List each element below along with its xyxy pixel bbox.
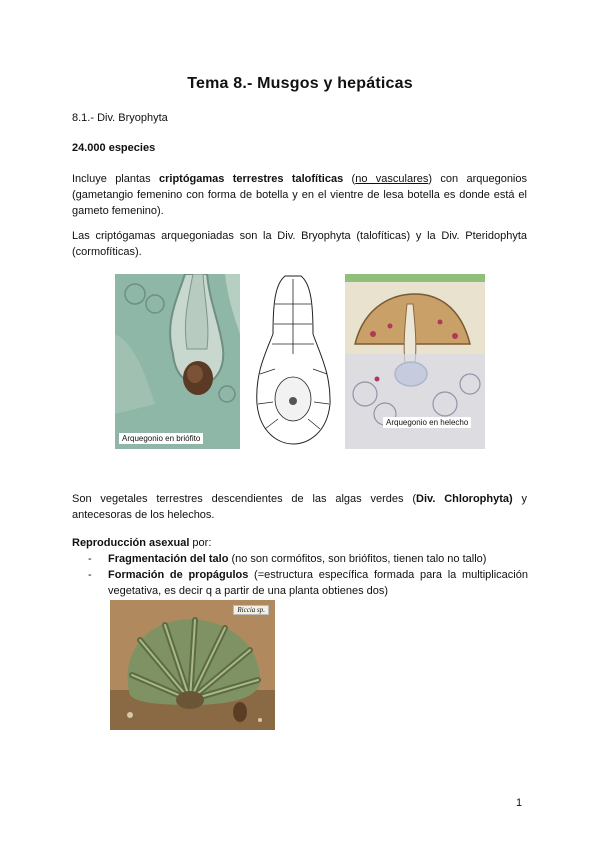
descendants-paragraph <box>72 491 527 523</box>
archegonium-figure <box>115 274 485 449</box>
photo-label: Riccia sp. <box>233 605 269 615</box>
list-item <box>88 551 528 567</box>
asexual-heading-suffix: por: <box>189 537 212 549</box>
intro-underlined-term: no vasculares <box>355 173 429 185</box>
species-count: 24.000 especies <box>72 142 156 154</box>
list-item-text: (=estructura específica formada para la multiplicación vegetativa, es decir q a partir de una planta obtienes dos) <box>108 569 528 597</box>
bryophyte-micrograph <box>115 274 240 449</box>
riccia-photo <box>110 600 275 730</box>
section-heading: 8.1.- Div. Bryophyta <box>72 112 168 124</box>
arquegoniadas-paragraph: Las criptógamas arquegoniadas son la Div. Bryophyta (talofíticas) y la Div. Pteridophyta (cormofíticas). <box>72 230 527 258</box>
para3-text-1: Son vegetales terrestres descendientes de las algas verdes ( <box>72 493 417 505</box>
intro-text-5: ) con arquegonios (gametangio femenino con forma de botella y en el vientre de lesa botella es donde está el gameto femenino). <box>72 173 527 217</box>
list-item-term: Fragmentación del talo <box>108 553 229 565</box>
list-dash: - <box>88 569 92 581</box>
intro-paragraph <box>72 171 527 219</box>
page-title: Tema 8.- Musgos y hepáticas <box>187 75 413 92</box>
list-item-term: Formación de propágulos <box>108 569 249 581</box>
list-dash: - <box>88 553 92 565</box>
asexual-list <box>88 551 528 599</box>
caption-bryophyte: Arquegonio en briófito <box>119 433 203 444</box>
intro-text-1: Incluye plantas <box>72 173 159 185</box>
para3-text-3: y antecesoras de los helechos. <box>72 493 528 521</box>
caption-fern: Arquegonio en helecho <box>383 417 471 428</box>
riccia-image <box>110 600 275 730</box>
page-number: 1 <box>516 797 523 809</box>
asexual-heading-bold: Reproducción asexual <box>72 537 190 549</box>
para3-bold-term: Div. Chlorophyta) <box>416 493 513 505</box>
asexual-heading <box>72 535 527 551</box>
intro-bold-term: criptógamas terrestres talofíticas <box>159 173 344 185</box>
archegonium-drawing <box>245 274 340 449</box>
list-item <box>88 567 528 599</box>
intro-text-3: ( <box>343 173 356 185</box>
list-item-text: (no son cormófitos, son briófitos, tienen talo no tallo) <box>228 553 487 565</box>
